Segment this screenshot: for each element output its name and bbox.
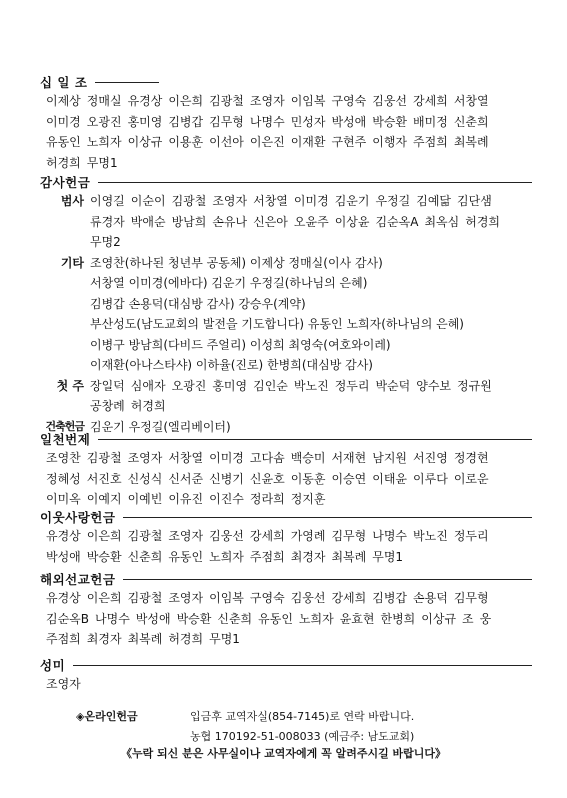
rice-offering-names [40,674,532,695]
divider [73,665,532,666]
name-item: 이상윤 [334,214,370,229]
name-item: 이제상 [46,94,81,108]
name-item: 김순옥A [375,214,419,229]
name-item: 박애순 [130,214,166,229]
name-item: 신춘희 [453,114,489,129]
name-item: 김무형 [331,529,367,543]
name-item: 김광철 [127,529,163,543]
first-week-names [90,376,532,417]
name-item: 이미경 [293,194,329,208]
name-item: 홍미영 [127,114,163,129]
text-line: 서창열 이미경(에바다) 김운기 우정길(하나님의 은혜) [90,276,368,290]
overseas-mission-title: 해외선교헌금 [40,572,116,587]
name-item: 정규원 [457,378,492,393]
name-item: 이임복 [209,591,244,605]
name-item: 박노진 [413,529,448,543]
name-item: 구영숙 [331,94,367,108]
name-item: 주점희 [46,632,81,646]
name-item: 양수보 [416,378,452,393]
name-item: 박승환 [372,114,408,129]
name-item: 김광철 [86,451,122,465]
name-item: 유동인 [258,611,293,626]
name-item: 나명수 [95,611,130,626]
name-item: 손유나 [212,214,248,229]
name-item: 조영자 [46,677,81,691]
name-item: 김단샘 [457,194,492,208]
name-item: 이은진 [249,135,285,149]
gita-lines [90,253,532,376]
name-item: 윤효현 [339,611,375,626]
name-item: 서진영 [413,451,448,465]
name-item: 정지훈 [290,492,326,506]
name-item: 주점희 [413,135,448,149]
name-item: 노희자 [86,135,122,149]
name-item: 민성자 [290,114,326,129]
name-item: 주점희 [249,549,285,564]
bank-account: 농협 170192-51-008033 (예금주: 남도교회) [190,730,415,743]
name-item: 박성애 [46,549,81,564]
thousand-offering-title: 일천번제 [40,432,91,447]
name-item: 가영례 [290,529,326,543]
thanks-offering-title: 감사헌금 [40,175,91,190]
name-item: 한병희 [380,611,416,626]
name-item: 류경자 [90,214,125,229]
rice-offering-title: 성미 [40,658,66,673]
name-item: 이유진 [168,492,204,506]
name-item: 이미경 [46,114,81,129]
name-item: 오윤주 [293,214,329,229]
name-item: 최경자 [86,632,122,646]
name-item: 이재환 [290,135,326,149]
name-item: 신성식 [127,471,163,486]
name-item: 무명1 [372,549,404,564]
name-item: 유동인 [46,135,81,149]
thousand-offering-section [40,430,532,510]
name-item: 이행자 [372,135,408,149]
name-item: 최옥심 [424,214,460,229]
name-item: 이상규 [127,135,163,149]
name-item: 심애자 [130,378,166,393]
name-item: 조영자 [168,591,204,605]
name-item: 김무형 [209,114,244,129]
name-item: 이상규 [421,611,457,626]
name-item: 이예지 [86,492,122,506]
tithe-section [40,73,532,173]
divider [123,517,532,518]
text-line: 이병구 방남희(다비드 주얼리) 이성희 최영숙(여호와이레) [90,337,391,352]
name-item: 유경상 [127,94,163,108]
name-item: 김광철 [209,94,244,108]
name-item: 김운기 [334,194,370,208]
name-item: 이동훈 [290,471,326,486]
text-line: 조영찬(하나된 청년부 공동체) 이제상 정매실(이사 감사) [90,255,383,270]
tithe-title: 십 일 조 [40,75,88,90]
name-item: 최복례 [127,632,163,646]
bumsa-row [40,191,532,253]
name-item: 박승환 [86,549,122,564]
bumsa-names [90,191,532,253]
neighbor-love-names [40,526,532,567]
name-item: 최복례 [453,135,489,149]
first-week-row [40,376,532,417]
name-item: 서창열 [168,451,204,465]
name-item: 김광철 [127,591,163,605]
name-item: 배미정 [413,114,448,129]
name-item: 허경희 [168,632,204,646]
name-item: 허경희 [46,155,81,170]
building-text: 김운기 우정길(엘리베이터) [90,419,231,434]
name-item: 정매실 [86,94,122,108]
name-item: 정두리 [453,529,489,543]
name-item: 오광진 [171,378,207,393]
name-item: 허경희 [130,399,166,413]
name-item: 유동인 [168,549,204,564]
name-item: 신윤호 [249,471,285,486]
neighbor-love-section [40,508,532,567]
name-item: 강세희 [249,529,285,543]
name-item: 이미경 [209,451,244,465]
name-item: 무명2 [90,235,121,249]
bumsa-label: 범사 [60,194,84,208]
name-item: 신서준 [168,471,204,486]
name-item: 김무형 [453,591,489,605]
online-offering-line1: 입금후 교역자실(854-7145)로 연락 바랍니다. [190,710,415,723]
divider [95,82,159,83]
name-item: 정라희 [249,492,285,506]
name-item: 이진수 [209,492,244,506]
name-item: 김예닮 [416,194,452,208]
name-item: 노희자 [209,549,244,564]
name-item: 이로운 [453,471,489,486]
name-item: 강세희 [413,94,448,108]
name-item: 조영찬 [46,451,81,465]
name-item: 신은아 [253,214,288,229]
name-item: 서진호 [86,471,122,486]
name-item: 손용덕 [413,591,448,605]
name-item: 김병갑 [168,114,204,129]
name-item: 신춘희 [127,549,163,564]
name-item: 정두리 [334,378,370,393]
name-item: 김병갑 [372,591,408,605]
name-item: 구현주 [331,135,367,149]
tithe-names [40,91,532,173]
thousand-offering-names [40,448,532,510]
name-item: 유경상 [46,529,81,543]
name-item: 김웅선 [209,529,244,543]
name-item: 고다솜 [249,451,285,465]
name-item: 김웅선 [290,591,326,605]
name-item: 박노진 [293,378,329,393]
missing-notice: 《누락 되신 분은 사무실이나 교역자에게 꼭 알려주시길 바랍니다》 [120,747,447,760]
name-item: 신춘희 [217,611,253,626]
name-item: 백승미 [290,451,326,465]
name-item: 이미옥 [46,492,81,506]
name-item: 나명수 [372,529,408,543]
first-week-label: 첫 주 [56,378,84,393]
name-item: 정경현 [453,451,489,465]
name-item: 유경상 [46,591,81,605]
gita-label: 기타 [60,255,84,270]
name-item: 오광진 [86,114,122,129]
name-item: 강세희 [331,591,367,605]
name-item: 방남희 [171,214,207,229]
name-item: 이선아 [209,135,244,149]
overseas-mission-section [40,570,532,650]
online-offering-label: ◈온라인헌금 [76,710,138,723]
name-item: 홍미영 [212,378,248,393]
name-item: 김광철 [171,194,207,208]
name-item: 이태윤 [372,471,408,486]
name-item: 박승환 [176,611,212,626]
divider [123,579,532,580]
name-item: 조영자 [212,194,248,208]
name-item: 이영길 [90,194,125,208]
name-item: 구영숙 [249,591,285,605]
name-item: 최복례 [331,549,367,564]
text-line: 부산성도(남도교회의 발전을 기도합니다) 유동인 노희자(하나님의 은혜) [90,317,464,331]
overseas-mission-names [40,588,532,650]
name-item: 공창례 [90,399,125,413]
name-item: 조영자 [127,451,163,465]
neighbor-love-title: 이웃사랑헌금 [40,510,116,525]
divider [98,439,532,440]
rice-offering-section [40,656,532,695]
name-item: 이은희 [86,591,122,605]
building-label: 건축헌금 [45,419,84,433]
name-item: 김순옥B [46,611,90,626]
name-item: 조영자 [249,94,285,108]
name-item: 허경희 [465,214,501,229]
name-item: 정혜성 [46,471,81,486]
name-item: 신병기 [209,471,244,486]
name-item: 무명1 [209,632,240,646]
name-item: 이승연 [331,471,367,486]
divider [98,182,532,183]
name-item: 최경자 [290,549,326,564]
text-line: 이재환(아나스타샤) 이하율(진로) 한병희(대심방 감사) [90,358,373,372]
name-item: 박성애 [331,114,367,129]
name-item: 웅 [479,611,492,626]
name-item: 이순이 [130,194,166,208]
thanks-offering-section [40,173,532,437]
name-item: 우정길 [375,194,411,208]
name-item: 박순덕 [375,378,411,393]
name-item: 노희자 [298,611,334,626]
name-item: 무명1 [86,155,118,170]
name-item: 조영자 [168,529,204,543]
name-item: 이예빈 [127,492,163,506]
name-item: 남지원 [372,451,408,465]
name-item: 나명수 [249,114,285,129]
name-item: 이루다 [413,471,448,486]
name-item: 박성애 [135,611,171,626]
gita-row [40,253,532,376]
name-item: 이임복 [290,94,326,108]
name-item: 서재현 [331,451,367,465]
name-item: 이은희 [168,94,204,108]
name-item: 이용훈 [168,135,204,149]
text-line: 김병갑 손용덕(대심방 감사) 강승우(계약) [90,296,306,311]
name-item: 장일덕 [90,378,125,393]
name-item: 서창열 [453,94,489,108]
name-item: 이은희 [86,529,122,543]
name-item: 김인순 [253,378,288,393]
name-item: 조 [462,611,474,626]
name-item: 김웅선 [372,94,408,108]
name-item: 서창열 [253,194,288,208]
